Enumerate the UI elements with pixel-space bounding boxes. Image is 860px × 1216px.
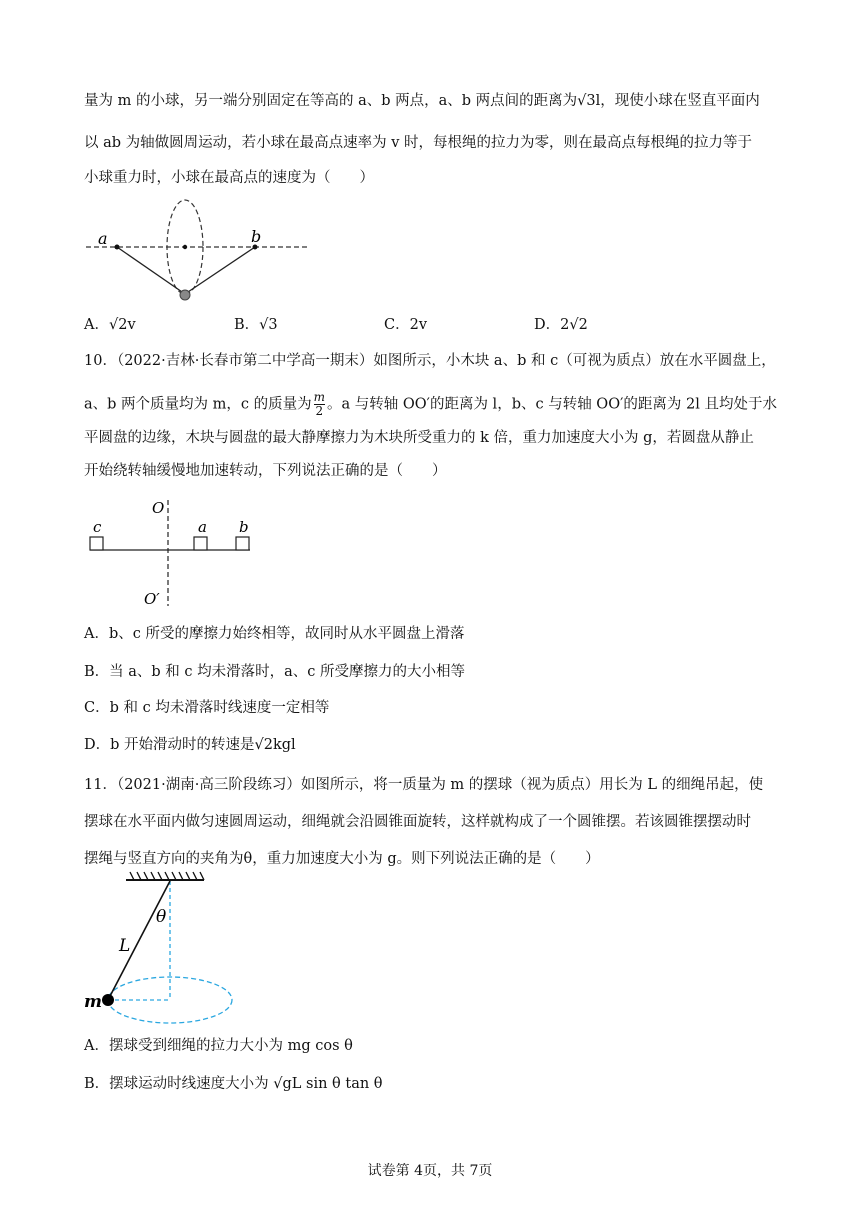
ceiling-hatch (130, 872, 204, 880)
q10-line-1: 10．（2022·吉林·长春市第二中学高一期末）如图所示，小木块 a、b 和 c（可视为质点）放在水平圆盘上， (84, 353, 776, 369)
q11-line-1: 11．（2021·湖南·高三阶段练习）如图所示，将一质量为 m 的摆球（视为质点）用长为 L 的细绳吊起，使 (84, 777, 764, 793)
label-a: a (198, 518, 207, 536)
q9-option-c: C．2v (384, 317, 428, 333)
q10-figure (84, 494, 284, 610)
q11-option-a: A．摆球受到细绳的拉力大小为 mg cos θ (84, 1038, 353, 1054)
label-a: a (98, 229, 108, 248)
block-b (236, 537, 249, 550)
block-a (194, 537, 207, 550)
fraction-m-over-2: $\frac{m}{2}$ (313, 390, 326, 418)
rope-a (117, 247, 185, 294)
label-b: b (239, 518, 249, 536)
page-footer: 试卷第 4页，共 7页 (367, 1163, 493, 1179)
q9-option-a: A．√2v (84, 317, 136, 333)
q11-option-b: B．摆球运动时线速度大小为 √gL sin θ tan θ (84, 1076, 383, 1092)
label-O: O (152, 499, 165, 517)
q11-line-2: 摆球在水平面内做匀速圆周运动，细绳就会沿圆锥面旋转，这样就构成了一个圆锥摆。若该圆锥摆摆动时 (84, 814, 751, 830)
pendulum-bob (102, 994, 114, 1006)
label-m: m (84, 992, 102, 1012)
q10-option-c: C．b 和 c 均未滑落时线速度一定相等 (84, 700, 330, 716)
q10-line-3: 平圆盘的边缘，木块与圆盘的最大静摩擦力为木块所受重力的 k 倍，重力加速度大小为 g，若圆盘从静止 (84, 430, 754, 446)
label-theta: θ (156, 907, 167, 927)
label-b: b (251, 227, 262, 246)
q9-option-b: B．√3 (234, 317, 278, 333)
block-c (90, 537, 103, 550)
rope-b (185, 247, 255, 294)
q9-option-d: D．2√2 (534, 317, 588, 333)
ball (180, 290, 190, 300)
q10-line-2: a、b 两个质量均为 m，c 的质量为 $\frac{m}{2}$ 。a 与转轴 OO′的距离为 l，b、c 与转轴 OO′的距离为 2l 且均处于水 (84, 390, 777, 418)
q11-figure (80, 868, 250, 1028)
q11-line-3: 摆绳与竖直方向的夹角为θ，重力加速度大小为 g。则下列说法正确的是（ ） (84, 851, 600, 867)
label-L: L (119, 936, 131, 956)
q9-line-3: 小球重力时，小球在最高点的速度为（ ） (84, 170, 374, 186)
label-c: c (93, 518, 102, 536)
label-O-prime: O′ (144, 590, 160, 608)
q10-option-d: D．b 开始滑动时的转速是√2kgl (84, 737, 296, 753)
q10-option-a: A．b、c 所受的摩擦力始终相等，故同时从水平圆盘上滑落 (84, 626, 465, 642)
q9-line-1: 量为 m 的小球，另一端分别固定在等高的 a、b 两点，a、b 两点间的距离为√3l，现使小球在竖直平面内 (84, 93, 760, 109)
string (108, 881, 170, 1000)
q9-figure (84, 198, 324, 308)
q10-option-b: B．当 a、b 和 c 均未滑落时，a、c 所受摩擦力的大小相等 (84, 664, 466, 680)
q9-line-2: 以 ab 为轴做圆周运动，若小球在最高点速率为 v 时，每根绳的拉力为零，则在最高点每根绳的拉力等于 (84, 135, 753, 151)
point-a (115, 245, 120, 250)
q10-line-4: 开始绕转轴缓慢地加速转动，下列说法正确的是（ ） (84, 463, 447, 479)
center-point (183, 245, 187, 249)
